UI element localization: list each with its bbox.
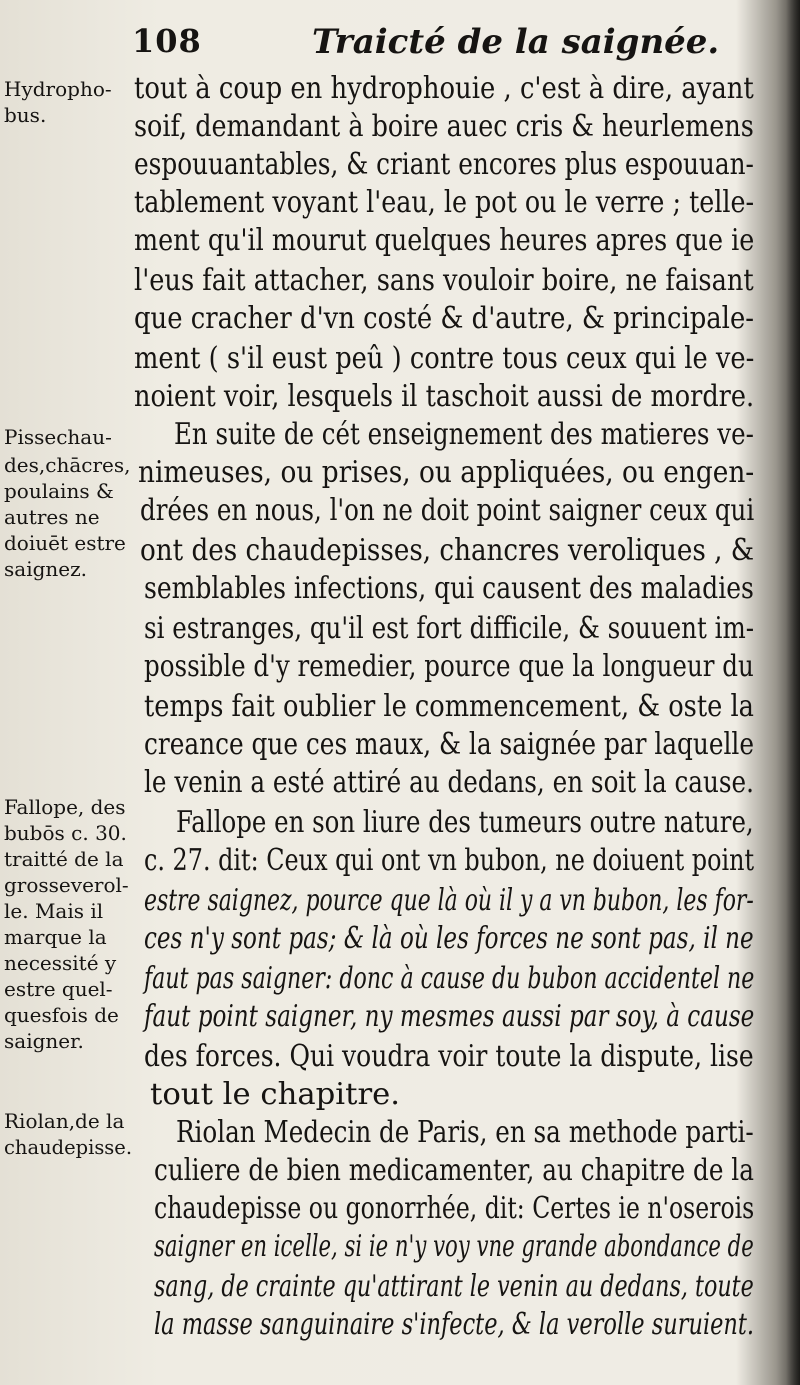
text-line: tout le chapitre. <box>150 1077 401 1112</box>
margin-note-line: traitté de la <box>4 847 124 871</box>
margin-note-line: Pissechau- <box>4 425 112 449</box>
text-line: l'eus fait attacher, sans vouloir boire, ne faisant <box>134 263 754 298</box>
text-line: noient voir, lesquels il taschoit aussi de mordre. <box>134 379 755 414</box>
text-line: tout à coup en hydrophouie , c'est à dire, ayant <box>134 71 754 106</box>
text-line: soif, demandant à boire auec cris & heurlemens <box>134 109 754 144</box>
text-line: nimeuses, ou prises, ou appliquées, ou engen- <box>138 455 755 490</box>
text-line: des forces. Qui voudra voir toute la dispute, lise <box>144 1039 754 1074</box>
text-line: Fallope en son liure des tumeurs outre nature, <box>176 805 754 840</box>
text-line: tablement voyant l'eau, le pot ou le verre ; telle- <box>134 185 755 220</box>
margin-note-line: marque la <box>4 925 107 949</box>
margin-note-line: bubōs c. 30. <box>4 821 127 845</box>
text-line: le venin a esté attiré au dedans, en soit la cause. <box>144 765 754 800</box>
text-line: c. 27. dit: Ceux qui ont vn bubon, ne doiuent point <box>144 843 755 878</box>
running-title: Traicté de la saignée. <box>312 22 720 62</box>
text-line: faut point saigner, ny mesmes aussi par soy, à cause <box>144 999 755 1034</box>
text-line: temps fait oublier le commencement, & oste la <box>144 689 754 724</box>
text-line: creance que ces maux, & la saignée par laquelle <box>144 727 755 762</box>
text-line: la masse sanguinaire s'infecte, & la verolle suruient. <box>154 1307 755 1342</box>
text-line: saigner en icelle, si ie n'y voy vne grande abondance de <box>154 1229 754 1264</box>
margin-note-line: Riolan,de la <box>4 1109 125 1133</box>
page-gutter-shadow <box>786 0 800 1385</box>
text-line: semblables infections, qui causent des maladies <box>144 571 754 606</box>
margin-note-line: le. Mais il <box>4 899 104 923</box>
text-line: culiere de bien medicamenter, au chapitre de la <box>154 1153 754 1188</box>
text-line: chaudepisse ou gonorrhée, dit: Certes ie n'oserois <box>154 1191 755 1226</box>
page-header <box>0 14 800 62</box>
margin-note-line: Hydropho- <box>4 77 112 101</box>
text-line: ces n'y sont pas; & là où les forces ne sont pas, il ne <box>144 921 754 956</box>
margin-note-line: grosseverol- <box>4 873 129 897</box>
text-line: faut pas saigner: donc à cause du bubon accidentel ne <box>144 961 755 996</box>
margin-note-line: saigner. <box>4 1029 84 1053</box>
margin-note-line: des,chācres, <box>4 453 131 477</box>
text-line: possible d'y remedier, pource que la longueur du <box>144 649 754 684</box>
margin-note-line: autres ne <box>4 505 100 529</box>
margin-note-line: doiuēt estre <box>4 531 126 555</box>
text-line: drées en nous, l'on ne doit point saigner ceux qui <box>140 493 755 528</box>
text-line: sang, de crainte qu'attirant le venin au dedans, toute <box>154 1269 754 1304</box>
margin-note-line: poulains & <box>4 479 114 503</box>
text-line: ment qu'il mourut quelques heures apres que ie <box>134 223 755 258</box>
margin-note-line: necessité y <box>4 951 117 975</box>
text-line: si estranges, qu'il est fort difficile, & souuent im- <box>144 611 755 646</box>
text-line: que cracher d'vn costé & d'autre, & principale- <box>134 301 755 336</box>
text-line: En suite de cét enseignement des matieres ve- <box>174 417 754 452</box>
text-line: estre saignez, pource que là où il y a vn bubon, les for- <box>144 883 754 918</box>
text-line: ment ( s'il eust peû ) contre tous ceux qui le ve- <box>134 341 755 376</box>
margin-note-line: quesfois de <box>4 1003 119 1027</box>
margin-note-line: saignez. <box>4 557 87 581</box>
margin-note-line: chaudepisse. <box>4 1135 133 1159</box>
margin-note-line: estre quel- <box>4 977 113 1001</box>
margin-note-line: Fallope, des <box>4 795 126 819</box>
text-line: ont des chaudepisses, chancres veroliques , & <box>140 533 755 568</box>
page-number: 108 <box>132 22 202 60</box>
text-line: espouuantables, & criant encores plus espouuan- <box>134 147 754 182</box>
text-line: Riolan Medecin de Paris, en sa methode parti- <box>176 1115 754 1150</box>
margin-note-line: bus. <box>4 103 47 127</box>
